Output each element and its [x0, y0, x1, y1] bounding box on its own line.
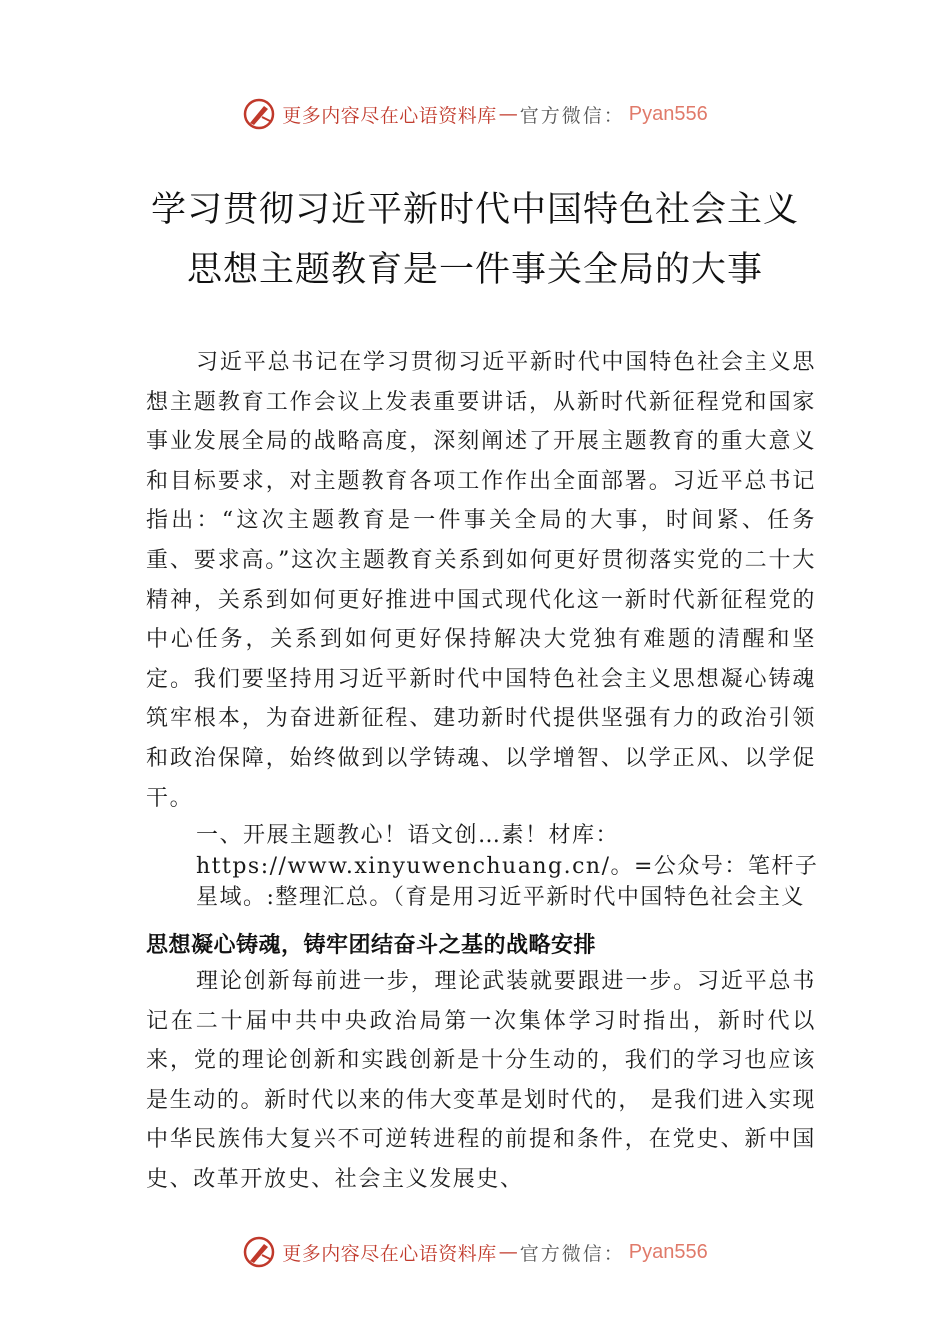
banner-label: 官方微信：: [519, 1242, 625, 1265]
header-banner: [0, 92, 950, 136]
banner-text: 更多内容尽在心语资料库: [282, 104, 497, 127]
banner-separator: —: [498, 103, 518, 125]
paragraph-2: 理论创新每前进一步，理论武装就要跟进一步。习近平总书记在二十届中共中央政治局第一次集体学习时指出，新时代以来，党的理论创新和实践创新是十分生动的，我们的学习也应该是生动的。新时代以来的伟大变革是划时代的， 是我们进入实现中华民族伟大复兴不可逆转进程的前提和条件，在党史、新中国史、改革开放史、社会主义发展史、: [146, 969, 816, 1192]
banner-separator: —: [498, 1241, 518, 1263]
title-line-1: 学习贯彻习近平新时代中国特色社会主义: [150, 190, 799, 230]
document-title: [0, 180, 950, 300]
title-line-2: 思想主题教育是一件事关全局的大事: [186, 250, 763, 290]
banner-wechat-id: Pyan556: [628, 1240, 708, 1263]
footer-banner: [0, 1230, 950, 1274]
banner-wechat-id: Pyan556: [628, 102, 708, 125]
section-heading: 思想凝心铸魂，铸牢团结奋斗之基的战略安排: [146, 933, 597, 958]
watermark-line: 一、开展主题教心！语文创…素！材库：https://www.xinyuwenchuang.cn/。=公众号：笔杆子星域。:整理汇总。（育是用习近平新时代中国特色社会主义: [196, 823, 819, 910]
banner-text: 更多内容尽在心语资料库: [282, 1242, 497, 1265]
banner-label: 官方微信：: [519, 104, 625, 127]
pen-nib-logo-icon: [242, 97, 276, 131]
paragraph-1: 习近平总书记在学习贯彻习近平新时代中国特色社会主义思想主题教育工作会议上发表重要讲话，从新时代新征程党和国家事业发展全局的战略高度，深刻阐述了开展主题教育的重大意义和目标要求，对主题教育各项工作作出全面部署。习近平总书记指出：“这次主题教育是一件事关全局的大事，时间紧、任务重、要求高。”这次主题教育关系到如何更好贯彻落实党的二十大精神，关系到如何更好推进中国式现代化这一新时代新征程党的中心任务，关系到如何更好保持解决大党独有难题的清醒和坚定。我们要坚持用习近平新时代中国特色社会主义思想凝心铸魂筑牢根本，为奋进新征程、建功新时代提供坚强有力的政治引领和政治保障，始终做到以学铸魂、以学增智、以学正风、以学促干。: [146, 350, 816, 811]
pen-nib-logo-icon: [242, 1235, 276, 1269]
